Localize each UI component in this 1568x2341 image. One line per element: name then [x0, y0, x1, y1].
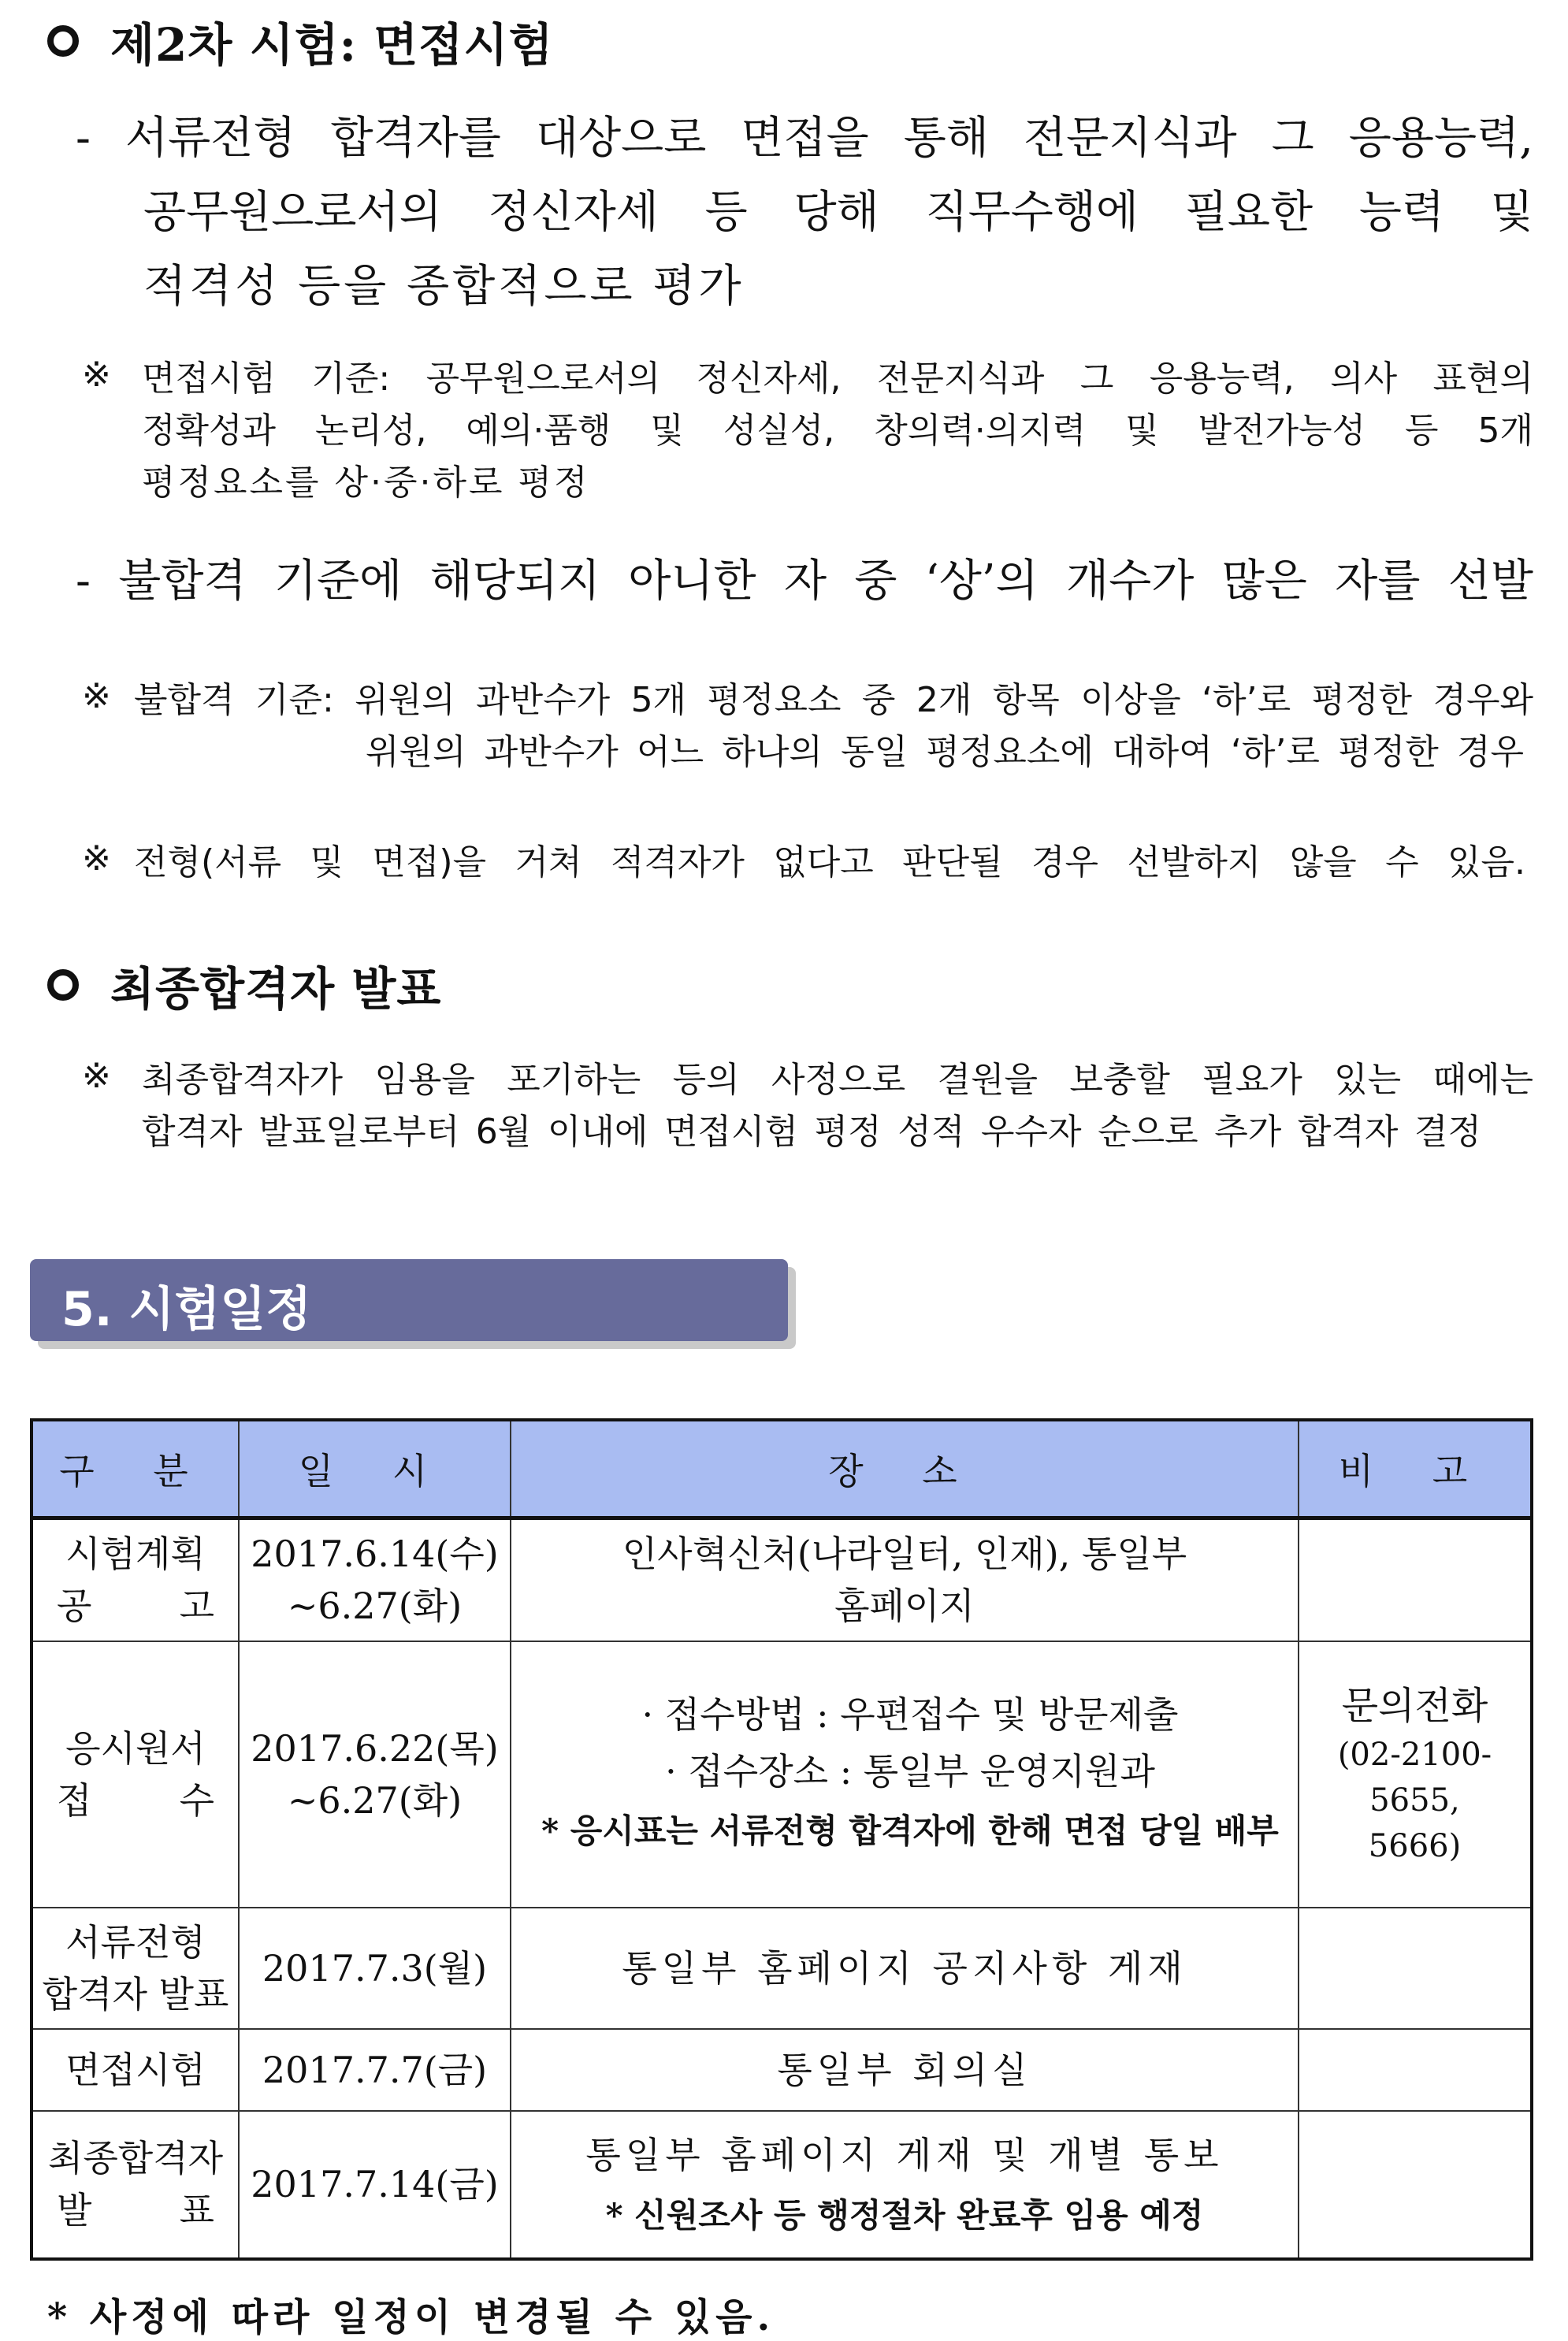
table-cell-category: 시험계획 공 고	[32, 1518, 239, 1641]
paragraph-line: 적격성 등을 종합적으로 평가	[143, 261, 745, 312]
table-cell-note	[1299, 1518, 1532, 1641]
table-row	[32, 1641, 1532, 1908]
table-cell-place: · 접수방법 : 우편접수 및 방문제출 · 접수장소 : 통일부 운영지원과 * 응시표는 서류전형 합격자에 한해 면접 당일 배부	[511, 1641, 1299, 1908]
reference-mark: ※	[82, 676, 111, 716]
schedule-table	[30, 1418, 1533, 2261]
note-line: 평정요소를 상·중·하로 평정	[142, 463, 590, 503]
table-cell-note	[1299, 2111, 1532, 2259]
section-heading-interview	[47, 8, 553, 74]
table-cell-place: 통일부 회의실	[511, 2029, 1299, 2111]
table-row	[32, 2111, 1532, 2259]
table-row	[32, 2029, 1532, 2111]
column-header: 비 고	[1299, 1420, 1532, 1518]
column-header: 장 소	[511, 1420, 1299, 1518]
table-cell-category: 서류전형 합격자 발표	[32, 1908, 239, 2029]
table-cell-date: 2017.6.14(수) ~6.27(화)	[239, 1518, 511, 1641]
table-cell-date: 2017.7.7(금)	[239, 2029, 511, 2111]
table-row	[32, 1908, 1532, 2029]
paragraph-line: 공무원으로서의 정신자세 등 당해 직무수행에 필요한 능력 및	[143, 187, 1533, 238]
note-line: 최종합격자가 임용을 포기하는 등의 사정으로 결원을 보충할 필요가 있는 때에는	[142, 1060, 1533, 1100]
note-line: 정확성과 논리성, 예의·품행 및 성실성, 창의력·의지력 및 발전가능성 등 5개	[142, 411, 1533, 451]
column-header: 구 분	[32, 1420, 239, 1518]
note-line: 전형(서류 및 면접)을 거쳐 적격자가 없다고 판단될 경우 선발하지 않을 수 있음.	[134, 842, 1525, 883]
table-cell-place: 통일부 홈페이지 게재 및 개별 통보 * 신원조사 등 행정절차 완료후 임용 예정	[511, 2111, 1299, 2259]
table-cell-note	[1299, 2029, 1532, 2111]
section-title-box	[30, 1259, 788, 1341]
table-cell-date: 2017.7.3(월)	[239, 1908, 511, 2029]
heading-text: 최종합격자 발표	[110, 962, 442, 1016]
table-cell-category: 면접시험	[32, 2029, 239, 2111]
note-line: 합격자 발표일로부터 6월 이내에 면접시험 평정 성적 우수자 순으로 추가 합격자 결정	[142, 1112, 1481, 1152]
paragraph-line: - 불합격 기준에 해당되지 아니한 자 중 ‘상’의 개수가 많은 자를 선발	[76, 556, 1533, 607]
table-cell-place: 인사혁신처(나라일터, 인재), 통일부 홈페이지	[511, 1518, 1299, 1641]
table-cell-category: 최종합격자 발 표	[32, 2111, 239, 2259]
table-cell-note	[1299, 1908, 1532, 2029]
table-header-row	[32, 1420, 1532, 1518]
table-row	[32, 1518, 1532, 1641]
table-cell-date: 2017.6.22(목) ~6.27(화)	[239, 1641, 511, 1908]
circle-bullet-icon	[47, 969, 79, 1001]
table-cell-date: 2017.7.14(금)	[239, 2111, 511, 2259]
heading-text: 제2차 시험: 면접시험	[110, 18, 554, 72]
note-line: 불합격 기준: 위원의 과반수가 5개 평정요소 중 2개 항목 이상을 ‘하’로 평정한 경우와	[134, 680, 1533, 720]
table-cell-place: 통일부 홈페이지 공지사항 게재	[511, 1908, 1299, 2029]
reference-mark: ※	[82, 355, 111, 395]
section-heading-final-announcement	[47, 952, 441, 1018]
table-cell-note: 문의전화 (02-2100-5655, 5666)	[1299, 1641, 1532, 1908]
table-cell-category: 응시원서 접 수	[32, 1641, 239, 1908]
reference-mark: ※	[82, 1056, 111, 1096]
section-title: 5. 시험일정	[61, 1282, 312, 1337]
note-line: 면접시험 기준: 공무원으로서의 정신자세, 전문지식과 그 응용능력, 의사 표현의	[142, 359, 1533, 399]
circle-bullet-icon	[47, 25, 79, 57]
note-line: 위원의 과반수가 어느 하나의 동일 평정요소에 대하여 ‘하’로 평정한 경우	[366, 732, 1524, 772]
reference-mark: ※	[82, 838, 111, 879]
footer-note: * 사정에 따라 일정이 변경될 수 있음.	[47, 2295, 775, 2339]
paragraph-line: - 서류전형 합격자를 대상으로 면접을 통해 전문지식과 그 응용능력,	[76, 113, 1533, 164]
column-header: 일 시	[239, 1420, 511, 1518]
